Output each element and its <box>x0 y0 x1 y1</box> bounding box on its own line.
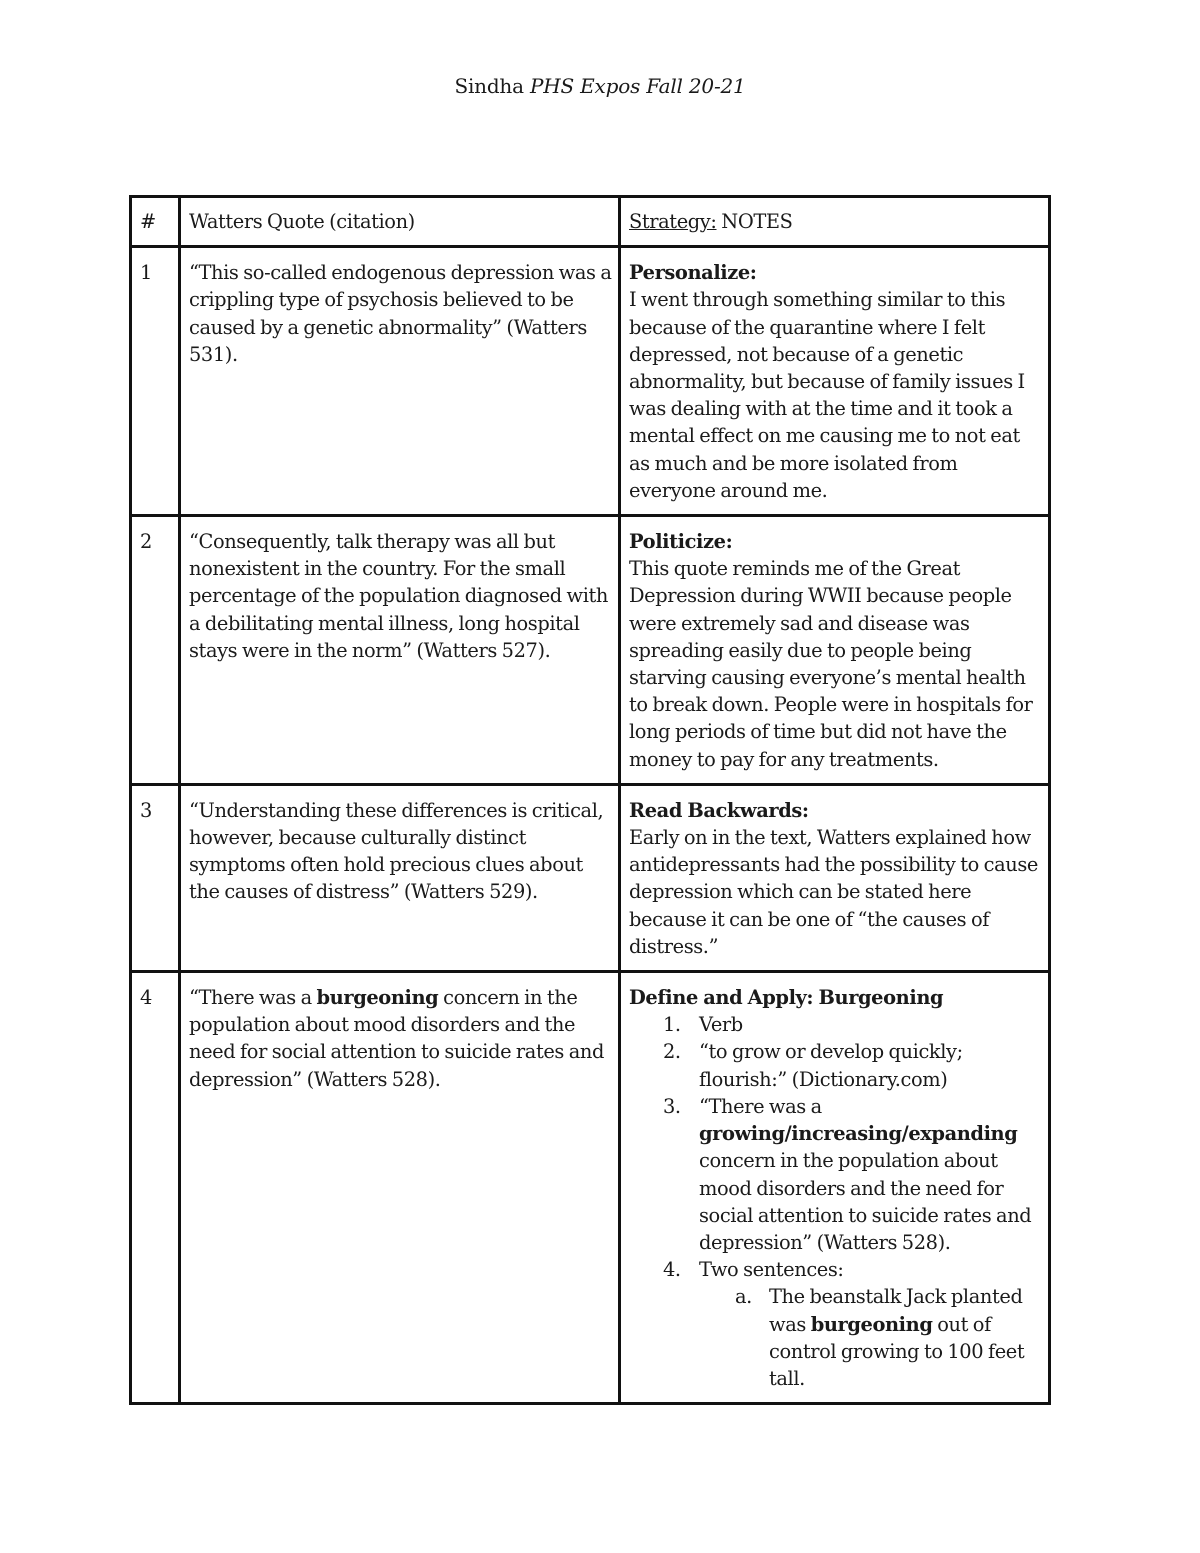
row-notes <box>620 247 1050 516</box>
note-text: I went through something similar to this because of the quarantine where I felt depressed, not because of a genetic abnormality, but because of family issues I was dealing with at the time and it took a mental effect on me causing me to not eat as much and be more isolated from everyone around me. <box>629 288 1025 502</box>
sub-list-marker: a. <box>735 1285 752 1309</box>
strategy-title: Read Backwards: <box>629 798 809 822</box>
list-item-keyword: growing/increasing/expanding <box>699 1122 1018 1146</box>
list-marker: 3. <box>663 1094 681 1118</box>
header-cell-quote: Watters Quote (citation) <box>180 197 620 247</box>
row-notes <box>620 784 1050 971</box>
sub-list-text-pre: The beanstalk Jack planted was <box>769 1285 1023 1336</box>
row-number: 1 <box>131 247 180 516</box>
list-item <box>629 1011 1042 1038</box>
list-item-text: Two sentences: <box>699 1258 844 1282</box>
list-item-text: “to grow or develop quickly; flourish:” (Dictionary.com) <box>699 1040 963 1091</box>
strategy-value: NOTES <box>721 210 793 233</box>
strategy-label: Strategy: <box>629 210 717 233</box>
table-row <box>131 247 1050 516</box>
header-cell-strategy <box>620 197 1050 247</box>
list-marker: 4. <box>663 1258 681 1282</box>
table-row <box>131 972 1050 1404</box>
table-header-row <box>131 197 1050 247</box>
header-cell-number: # <box>131 197 180 247</box>
list-item-text: Verb <box>699 1013 743 1037</box>
table-row <box>131 516 1050 785</box>
row-number: 2 <box>131 516 180 785</box>
header-course: PHS Expos Fall 20-21 <box>530 74 746 98</box>
strategy-title: Politicize: <box>629 530 733 554</box>
list-item <box>629 1256 1042 1392</box>
row-number: 3 <box>131 784 180 971</box>
quote-keyword: burgeoning <box>316 986 439 1010</box>
notes-table <box>129 195 1051 1405</box>
row-notes <box>620 516 1050 785</box>
quote-text-pre: “There was a <box>189 986 317 1010</box>
header-name: Sindha <box>454 74 524 98</box>
page-header <box>0 72 1200 100</box>
sub-list-item <box>699 1283 1042 1392</box>
note-text: Early on in the text, Watters explained how antidepressants had the possibility to cause depression which can be stated here because it can be one of “the causes of distress.” <box>629 826 1038 958</box>
list-marker: 1. <box>663 1013 681 1037</box>
list-marker: 2. <box>663 1040 681 1064</box>
list-item-text-post: concern in the population about mood disorders and the need for social attention to suicide rates and depression” (Watters 528). <box>699 1149 1032 1254</box>
strategy-title: Personalize: <box>629 261 757 285</box>
row-notes <box>620 972 1050 1404</box>
row-quote: “Understanding these differences is critical, however, because culturally distinct symptoms often hold precious clues about the causes of distress” (Watters 529). <box>180 784 620 971</box>
row-quote <box>180 972 620 1404</box>
list-item <box>629 1093 1042 1256</box>
sub-list-keyword: burgeoning <box>810 1312 933 1336</box>
row-quote: “Consequently, talk therapy was all but nonexistent in the country. For the small percentage of the population diagnosed with a debilitating mental illness, long hospital stays were in the norm” (Watters 527). <box>180 516 620 785</box>
quote-text-post: concern in the population about mood disorders and the need for social attention to suicide rates and depression” (Watters 528). <box>189 986 604 1091</box>
list-item-text-pre: “There was a <box>699 1094 822 1118</box>
strategy-title: Define and Apply: Burgeoning <box>629 986 944 1010</box>
row-quote: “This so-called endogenous depression was a crippling type of psychosis believed to be caused by a genetic abnormality” (Watters 531). <box>180 247 620 516</box>
sub-list-text-post: out of control growing to 100 feet tall. <box>769 1312 1025 1390</box>
note-text: This quote reminds me of the Great Depression during WWII because people were extremely sad and disease was spreading easily due to people being starving causing everyone’s mental health to break down. People were in hospitals for long periods of time but did not have the money to pay for any treatments. <box>629 557 1033 771</box>
row-number: 4 <box>131 972 180 1404</box>
definition-list <box>629 1011 1042 1392</box>
table-row <box>131 784 1050 971</box>
sub-list <box>699 1283 1042 1392</box>
list-item <box>629 1038 1042 1092</box>
